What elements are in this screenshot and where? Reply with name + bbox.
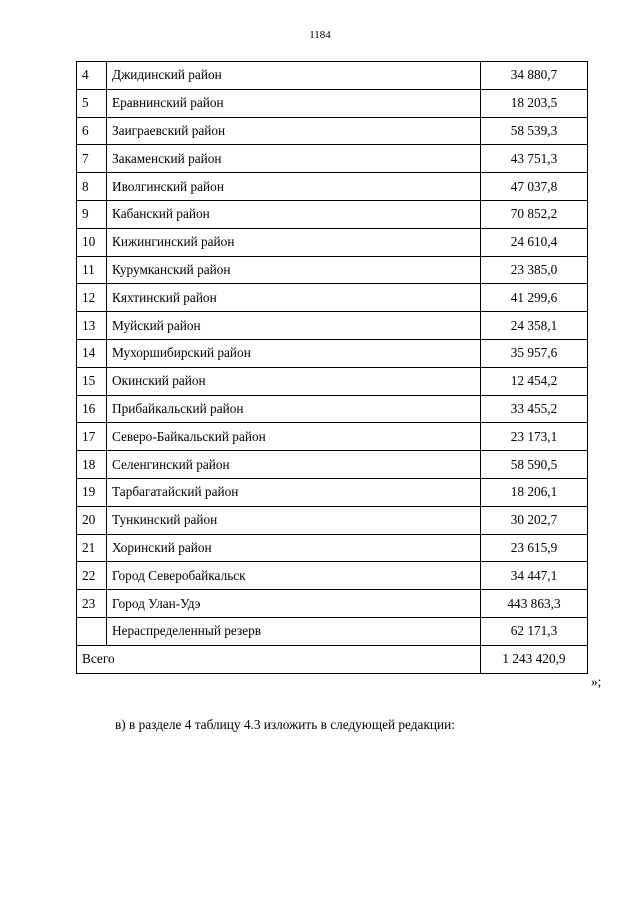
row-number: 7 <box>77 145 107 173</box>
table-row <box>77 256 588 284</box>
row-value: 12 454,2 <box>481 367 588 395</box>
row-number: 9 <box>77 200 107 228</box>
row-name: Закаменский район <box>107 145 481 173</box>
table-row <box>77 590 588 618</box>
page-number: 1184 <box>309 29 331 41</box>
table-row <box>77 395 588 423</box>
row-name: Тункинский район <box>107 506 481 534</box>
row-name: Заиграевский район <box>107 117 481 145</box>
row-value: 443 863,3 <box>481 590 588 618</box>
row-number: 16 <box>77 395 107 423</box>
row-value: 47 037,8 <box>481 173 588 201</box>
row-number: 12 <box>77 284 107 312</box>
row-value: 62 171,3 <box>481 617 588 645</box>
table-row <box>77 562 588 590</box>
row-value: 30 202,7 <box>481 506 588 534</box>
table-row <box>77 173 588 201</box>
row-name: Кяхтинский район <box>107 284 481 312</box>
row-value: 23 615,9 <box>481 534 588 562</box>
row-name: Город Северобайкальск <box>107 562 481 590</box>
row-number: 19 <box>77 478 107 506</box>
row-value: 35 957,6 <box>481 339 588 367</box>
row-name: Прибайкальский район <box>107 395 481 423</box>
instruction-text: в) в разделе 4 таблицу 4.3 изложить в следующей редакции: <box>115 717 455 732</box>
row-number: 23 <box>77 590 107 618</box>
row-name: Кабанский район <box>107 200 481 228</box>
row-value: 58 590,5 <box>481 451 588 479</box>
row-name: Селенгинский район <box>107 451 481 479</box>
total-label: Всего <box>77 645 481 673</box>
row-number: 13 <box>77 312 107 340</box>
table-row <box>77 62 588 90</box>
table-row <box>77 228 588 256</box>
row-number: 17 <box>77 423 107 451</box>
row-number: 18 <box>77 451 107 479</box>
table-row <box>77 89 588 117</box>
table-row <box>77 506 588 534</box>
row-value: 33 455,2 <box>481 395 588 423</box>
table-row <box>77 534 588 562</box>
row-value: 23 385,0 <box>481 256 588 284</box>
row-value: 24 358,1 <box>481 312 588 340</box>
row-number: 21 <box>77 534 107 562</box>
budget-table <box>76 61 588 674</box>
row-value: 23 173,1 <box>481 423 588 451</box>
row-name: Курумканский район <box>107 256 481 284</box>
closing-quote: »; <box>591 674 602 689</box>
row-number: 6 <box>77 117 107 145</box>
row-number: 22 <box>77 562 107 590</box>
table-row <box>77 145 588 173</box>
row-number: 15 <box>77 367 107 395</box>
row-value: 18 206,1 <box>481 478 588 506</box>
row-name: Еравнинский район <box>107 89 481 117</box>
row-number: 8 <box>77 173 107 201</box>
row-name: Муйский район <box>107 312 481 340</box>
row-name: Северо-Байкальский район <box>107 423 481 451</box>
row-number: 5 <box>77 89 107 117</box>
row-name: Кижингинский район <box>107 228 481 256</box>
total-value: 1 243 420,9 <box>481 645 588 673</box>
row-number: 14 <box>77 339 107 367</box>
row-name: Город Улан-Удэ <box>107 590 481 618</box>
row-number <box>77 617 107 645</box>
table-row <box>77 200 588 228</box>
table-row <box>77 367 588 395</box>
row-value: 18 203,5 <box>481 89 588 117</box>
row-name: Окинский район <box>107 367 481 395</box>
table-row <box>77 284 588 312</box>
row-value: 43 751,3 <box>481 145 588 173</box>
row-number: 11 <box>77 256 107 284</box>
row-name: Джидинский район <box>107 62 481 90</box>
row-value: 70 852,2 <box>481 200 588 228</box>
table-row <box>77 312 588 340</box>
table-row <box>77 339 588 367</box>
row-name: Хоринский район <box>107 534 481 562</box>
row-value: 41 299,6 <box>481 284 588 312</box>
row-number: 4 <box>77 62 107 90</box>
row-name: Тарбагатайский район <box>107 478 481 506</box>
table-row <box>77 423 588 451</box>
row-name: Нераспределенный резерв <box>107 617 481 645</box>
row-number: 20 <box>77 506 107 534</box>
row-number: 10 <box>77 228 107 256</box>
table-row <box>77 117 588 145</box>
table-row <box>77 451 588 479</box>
row-value: 24 610,4 <box>481 228 588 256</box>
total-row <box>77 645 588 673</box>
row-name: Мухоршибирский район <box>107 339 481 367</box>
table-row <box>77 478 588 506</box>
row-value: 34 880,7 <box>481 62 588 90</box>
row-value: 58 539,3 <box>481 117 588 145</box>
row-name: Иволгинский район <box>107 173 481 201</box>
table-row <box>77 617 588 645</box>
row-value: 34 447,1 <box>481 562 588 590</box>
